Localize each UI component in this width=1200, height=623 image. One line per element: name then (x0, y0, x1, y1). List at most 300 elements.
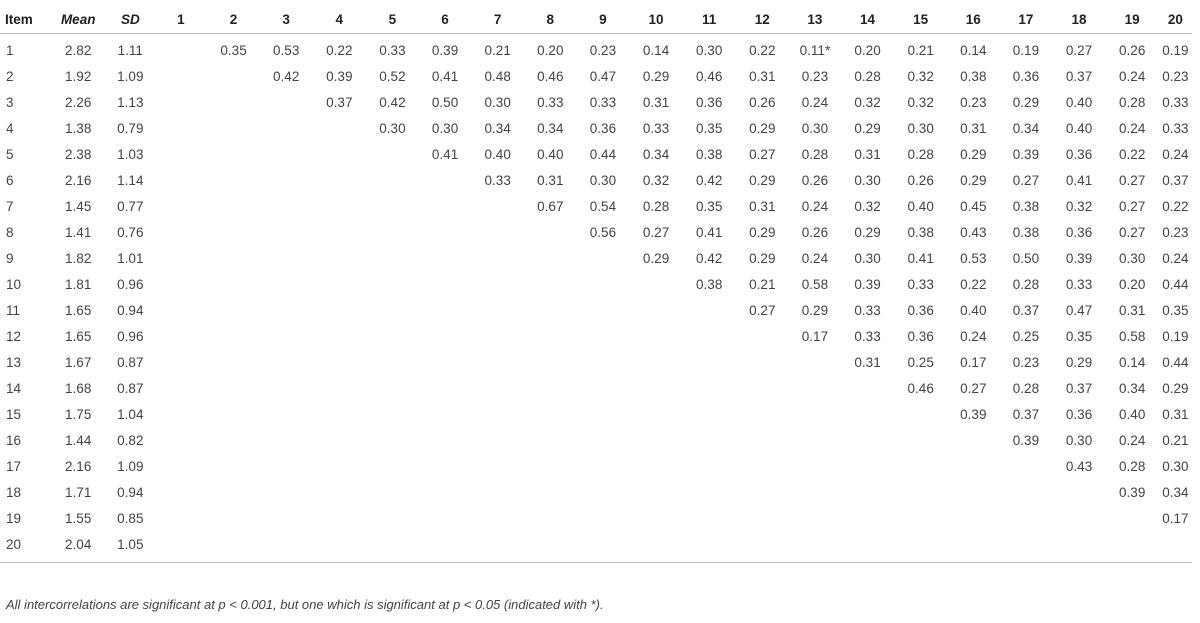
correlation-cell: 0.29 (1162, 381, 1189, 396)
correlation-cell (947, 428, 999, 454)
correlation-cell (524, 506, 576, 532)
correlation-cell: 0.28 (1119, 95, 1146, 110)
correlation-cell: 0.40 (537, 147, 564, 162)
column-header-item-15: 15 (894, 6, 947, 34)
correlation-cell: 0.52 (379, 69, 406, 84)
correlation-cell (736, 402, 789, 428)
correlation-cell: 0.34 (1012, 121, 1040, 136)
table-row (0, 194, 1192, 220)
correlation-cell: 0.29 (801, 303, 829, 318)
correlation-cell (471, 376, 524, 402)
column-header-item-9: 9 (576, 6, 629, 34)
column-header-item-14: 14 (841, 6, 894, 34)
correlation-cell (524, 246, 576, 272)
correlation-cell (208, 506, 260, 532)
correlation-cell: 0.31 (749, 199, 776, 214)
correlation-cell (576, 506, 629, 532)
correlation-cell: 0.32 (854, 95, 881, 110)
column-header-item-5: 5 (366, 6, 419, 34)
sd-cell: 0.76 (117, 225, 144, 240)
correlation-cell: 0.28 (642, 199, 670, 214)
correlation-cell (524, 298, 576, 324)
correlation-cell: 0.24 (1119, 121, 1146, 136)
correlation-cell: 0.37 (1162, 173, 1189, 188)
correlation-cell: 0.19 (1162, 43, 1189, 58)
correlation-cell (736, 324, 789, 350)
table-row (0, 220, 1192, 246)
correlation-cell (630, 506, 683, 532)
mean-cell: 1.38 (65, 121, 92, 136)
correlation-cell (154, 64, 207, 90)
correlation-cell: 0.39 (1012, 147, 1040, 162)
correlation-cell (999, 506, 1052, 532)
correlation-cell: 0.31 (749, 69, 776, 84)
correlation-cell: 0.29 (1065, 355, 1093, 370)
correlation-cell: 0.44 (1162, 355, 1189, 370)
column-header-item-2: 2 (208, 6, 260, 34)
correlation-cell (789, 480, 841, 506)
mean-cell: 2.04 (50, 532, 106, 563)
correlation-cell (419, 532, 471, 563)
correlation-cell (366, 168, 419, 194)
correlation-cell: 0.37 (1065, 69, 1093, 84)
correlation-cell: 0.26 (801, 173, 829, 188)
correlation-cell: 0.27 (642, 225, 670, 240)
correlation-cell: 0.40 (1065, 95, 1093, 110)
sd-cell: 0.82 (117, 433, 144, 448)
correlation-cell (630, 298, 683, 324)
correlation-cell (947, 480, 999, 506)
correlation-cell (524, 480, 576, 506)
correlation-cell: 0.22 (326, 43, 353, 58)
correlation-cell (313, 298, 366, 324)
correlation-cell (841, 428, 894, 454)
row-item-label: 3 (6, 95, 14, 110)
correlation-cell: 0.30 (907, 121, 934, 136)
correlation-cell: 0.38 (696, 277, 723, 292)
row-item-label: 14 (6, 381, 22, 396)
correlation-cell: 0.46 (907, 381, 934, 396)
correlation-cell (154, 272, 207, 298)
correlation-cell (154, 298, 207, 324)
row-item-label: 20 (0, 532, 50, 563)
correlation-cell (683, 454, 736, 480)
correlation-cell: 0.22 (1162, 199, 1189, 214)
correlation-cell (366, 246, 419, 272)
correlation-cell: 0.50 (1012, 251, 1040, 266)
correlation-cell (154, 168, 207, 194)
correlation-cell (683, 376, 736, 402)
correlation-cell (471, 402, 524, 428)
correlation-cell (576, 454, 629, 480)
column-header-item-11: 11 (683, 6, 736, 34)
correlation-cell (471, 428, 524, 454)
correlation-cell (576, 480, 629, 506)
correlation-cell: 0.30 (431, 121, 459, 136)
correlation-cell (630, 376, 683, 402)
correlation-cell: 0.53 (960, 251, 987, 266)
correlation-cell: 0.30 (1162, 459, 1189, 474)
correlation-cell (524, 272, 576, 298)
correlation-cell (260, 428, 313, 454)
correlation-cell (208, 64, 260, 90)
correlation-cell (366, 324, 419, 350)
table-row (0, 506, 1192, 532)
correlation-cell: 0.24 (801, 95, 829, 110)
sd-cell: 1.04 (117, 407, 144, 422)
correlation-cell (208, 142, 260, 168)
mean-cell: 1.65 (65, 303, 92, 318)
correlation-cell (894, 480, 947, 506)
row-item-label: 15 (6, 407, 22, 422)
mean-cell: 1.67 (65, 355, 92, 370)
correlation-cell (576, 298, 629, 324)
table-row (0, 402, 1192, 428)
correlation-cell (154, 506, 207, 532)
correlation-cell (524, 402, 576, 428)
correlation-cell (947, 506, 999, 532)
sd-cell: 0.87 (117, 381, 144, 396)
correlation-cell (208, 298, 260, 324)
correlation-cell: 0.23 (1012, 355, 1040, 370)
correlation-cell: 0.43 (1065, 459, 1093, 474)
correlation-cell: 0.33 (484, 173, 511, 188)
correlation-cell (260, 116, 313, 142)
correlation-cell: 0.38 (907, 225, 934, 240)
correlation-cell (366, 298, 419, 324)
correlation-cell: 0.27 (1119, 173, 1146, 188)
row-item-label: 1 (6, 43, 14, 58)
table-row (0, 350, 1192, 376)
table-row (0, 90, 1192, 116)
correlation-cell (313, 324, 366, 350)
correlation-cell (736, 350, 789, 376)
correlation-cell: 0.14 (642, 43, 670, 58)
correlation-cell (419, 246, 471, 272)
table-body (0, 34, 1192, 563)
row-item-label: 11 (6, 303, 21, 318)
correlation-cell: 0.41 (907, 251, 934, 266)
correlation-cell: 0.26 (1119, 43, 1146, 58)
correlation-cell (260, 480, 313, 506)
mean-cell: 2.26 (65, 95, 92, 110)
correlation-cell: 0.35 (220, 43, 247, 58)
correlation-cell: 0.44 (589, 147, 617, 162)
correlation-cell (576, 428, 629, 454)
correlation-cell: 0.36 (907, 303, 934, 318)
table-row (0, 480, 1192, 506)
correlation-cell (260, 324, 313, 350)
mean-cell: 1.68 (65, 381, 92, 396)
correlation-cell (894, 454, 947, 480)
correlation-cell: 0.29 (642, 69, 670, 84)
correlation-cell: 0.42 (379, 95, 406, 110)
column-header-item-8: 8 (524, 6, 576, 34)
correlation-cell (366, 376, 419, 402)
correlation-cell: 0.35 (1065, 329, 1093, 344)
correlation-cell: 0.34 (484, 121, 511, 136)
correlation-cell (471, 298, 524, 324)
correlation-cell (208, 168, 260, 194)
correlation-cell (1053, 532, 1106, 563)
correlation-cell (154, 350, 207, 376)
correlation-cell (524, 350, 576, 376)
correlation-cell: 0.23 (1162, 69, 1189, 84)
correlation-cell (208, 324, 260, 350)
correlation-cell (208, 194, 260, 220)
correlation-cell (471, 454, 524, 480)
correlation-cell (260, 90, 313, 116)
correlation-cell (471, 324, 524, 350)
correlation-cell (154, 34, 207, 65)
correlation-cell (894, 428, 947, 454)
correlation-cell: 0.31 (960, 121, 987, 136)
sd-cell: 1.01 (117, 251, 144, 266)
correlation-cell: 0.32 (907, 69, 934, 84)
correlation-cell (208, 454, 260, 480)
correlation-cell: 0.11* (799, 43, 831, 58)
correlation-cell (260, 402, 313, 428)
correlation-cell (154, 90, 207, 116)
correlation-cell (894, 532, 947, 563)
correlation-cell (260, 168, 313, 194)
sd-cell: 1.05 (106, 532, 154, 563)
correlation-cell: 0.39 (854, 277, 881, 292)
correlation-cell (630, 402, 683, 428)
correlation-cell: 0.35 (1162, 303, 1189, 318)
correlation-cell: 0.32 (1065, 199, 1093, 214)
row-item-label: 12 (6, 329, 22, 344)
correlation-cell: 0.20 (854, 43, 881, 58)
correlation-cell: 0.40 (960, 303, 987, 318)
column-header-item-17: 17 (999, 6, 1052, 34)
header-row (0, 6, 1192, 34)
column-header-item-4: 4 (313, 6, 366, 34)
correlation-cell: 0.33 (642, 121, 670, 136)
correlation-cell: 0.30 (484, 95, 511, 110)
row-item-label: 2 (6, 69, 14, 84)
correlation-cell: 0.45 (960, 199, 987, 214)
correlation-cell: 0.28 (854, 69, 881, 84)
sd-cell: 1.13 (117, 95, 144, 110)
correlation-table (0, 6, 1192, 563)
correlation-cell (366, 194, 419, 220)
correlation-cell: 0.27 (749, 303, 776, 318)
correlation-cell: 0.33 (589, 95, 617, 110)
correlation-cell: 0.31 (537, 173, 564, 188)
correlation-cell: 0.39 (326, 69, 353, 84)
correlation-cell (366, 506, 419, 532)
sd-cell: 0.94 (117, 303, 144, 318)
correlation-cell (947, 454, 999, 480)
correlation-cell (524, 428, 576, 454)
correlation-cell: 0.22 (1119, 147, 1146, 162)
correlation-cell (471, 506, 524, 532)
row-item-label: 17 (6, 459, 22, 474)
correlation-cell (999, 532, 1052, 563)
correlation-cell (419, 402, 471, 428)
correlation-cell (789, 506, 841, 532)
correlation-cell: 0.34 (642, 147, 670, 162)
correlation-cell (419, 506, 471, 532)
correlation-cell: 0.31 (1162, 407, 1189, 422)
correlation-cell (208, 220, 260, 246)
correlation-cell (736, 376, 789, 402)
row-item-label: 8 (6, 225, 14, 240)
correlation-cell (736, 428, 789, 454)
sd-cell: 0.96 (117, 277, 144, 292)
correlation-cell (154, 402, 207, 428)
correlation-cell (576, 532, 629, 563)
correlation-cell: 0.48 (484, 69, 511, 84)
correlation-cell (1106, 506, 1159, 532)
correlation-cell (313, 532, 366, 563)
correlation-cell (208, 480, 260, 506)
correlation-cell: 0.30 (854, 173, 881, 188)
correlation-cell (313, 428, 366, 454)
mean-cell: 1.45 (65, 199, 92, 214)
correlation-cell (683, 298, 736, 324)
mean-cell: 2.16 (65, 173, 92, 188)
mean-cell: 2.16 (65, 459, 92, 474)
correlation-cell: 0.39 (1065, 251, 1093, 266)
correlation-cell (366, 220, 419, 246)
correlation-cell: 0.31 (642, 95, 670, 110)
correlation-cell (419, 194, 471, 220)
correlation-cell (736, 532, 789, 563)
correlation-cell: 0.53 (273, 43, 300, 58)
correlation-cell: 0.28 (1012, 277, 1040, 292)
correlation-cell (1053, 506, 1106, 532)
correlation-cell: 0.21 (749, 277, 776, 292)
sd-cell: 0.79 (117, 121, 144, 136)
correlation-cell: 0.30 (379, 121, 406, 136)
correlation-cell: 0.40 (907, 199, 934, 214)
correlation-cell: 0.27 (960, 381, 987, 396)
correlation-cell (208, 90, 260, 116)
correlation-cell (471, 350, 524, 376)
correlation-cell: 0.32 (642, 173, 670, 188)
correlation-cell (789, 376, 841, 402)
correlation-cell: 0.19 (1162, 329, 1189, 344)
table-row (0, 454, 1192, 480)
correlation-cell (260, 532, 313, 563)
correlation-cell: 0.24 (960, 329, 987, 344)
correlation-cell (313, 454, 366, 480)
correlation-cell (841, 454, 894, 480)
correlation-cell: 0.24 (801, 251, 829, 266)
mean-cell: 1.71 (65, 485, 92, 500)
correlation-cell (366, 454, 419, 480)
correlation-cell: 0.39 (1012, 433, 1040, 448)
table-row (0, 64, 1192, 90)
correlation-cell (260, 506, 313, 532)
correlation-cell: 0.28 (907, 147, 934, 162)
correlation-cell (313, 506, 366, 532)
correlation-cell (260, 194, 313, 220)
correlation-cell (366, 142, 419, 168)
correlation-cell: 0.34 (1119, 381, 1146, 396)
correlation-cell: 0.39 (960, 407, 987, 422)
correlation-cell: 0.27 (1065, 43, 1093, 58)
correlation-cell: 0.28 (1119, 459, 1146, 474)
correlation-cell: 0.32 (907, 95, 934, 110)
correlation-cell (208, 532, 260, 563)
correlation-cell: 0.29 (960, 147, 987, 162)
correlation-cell (154, 324, 207, 350)
correlation-cell (419, 428, 471, 454)
correlation-cell: 0.28 (1012, 381, 1040, 396)
correlation-cell (366, 428, 419, 454)
correlation-cell: 0.22 (960, 277, 987, 292)
correlation-cell (630, 272, 683, 298)
table-row (0, 324, 1192, 350)
correlation-cell: 0.33 (537, 95, 564, 110)
correlation-cell (683, 506, 736, 532)
correlation-cell: 0.27 (1119, 199, 1146, 214)
row-item-label: 10 (6, 277, 22, 292)
sd-cell: 0.96 (117, 329, 144, 344)
correlation-cell: 0.28 (801, 147, 829, 162)
correlation-cell (630, 532, 683, 563)
row-item-label: 6 (6, 173, 14, 188)
correlation-cell: 0.33 (1162, 95, 1189, 110)
column-header-item-7: 7 (471, 6, 524, 34)
correlation-cell (313, 402, 366, 428)
correlation-cell: 0.39 (431, 43, 459, 58)
correlation-cell: 0.29 (854, 121, 881, 136)
correlation-cell (630, 324, 683, 350)
correlation-cell (154, 376, 207, 402)
correlation-cell: 0.34 (1162, 485, 1189, 500)
correlation-cell: 0.26 (801, 225, 829, 240)
correlation-cell (208, 116, 260, 142)
correlation-cell: 0.36 (1065, 147, 1093, 162)
correlation-cell (419, 298, 471, 324)
correlation-cell: 0.29 (749, 251, 776, 266)
correlation-cell (999, 480, 1052, 506)
correlation-cell: 0.36 (1065, 407, 1093, 422)
correlation-cell: 0.23 (589, 43, 617, 58)
correlation-cell (366, 272, 419, 298)
correlation-cell: 0.24 (1162, 251, 1189, 266)
table-row (0, 246, 1192, 272)
sd-cell: 0.87 (117, 355, 144, 370)
correlation-cell (630, 428, 683, 454)
correlation-cell: 0.39 (1119, 485, 1146, 500)
correlation-cell: 0.24 (1119, 69, 1146, 84)
correlation-cell: 0.44 (1162, 277, 1189, 292)
correlation-cell: 0.42 (696, 251, 723, 266)
table-row (0, 116, 1192, 142)
correlation-cell (154, 454, 207, 480)
correlation-cell (841, 480, 894, 506)
correlation-cell (683, 402, 736, 428)
correlation-cell (419, 376, 471, 402)
correlation-cell (999, 454, 1052, 480)
correlation-cell: 0.38 (1012, 199, 1040, 214)
correlation-cell: 0.17 (960, 355, 987, 370)
correlation-cell: 0.37 (1012, 407, 1040, 422)
correlation-cell: 0.33 (379, 43, 406, 58)
correlation-cell (736, 454, 789, 480)
correlation-cell: 0.29 (749, 225, 776, 240)
correlation-cell (154, 480, 207, 506)
correlation-cell: 0.38 (1012, 225, 1040, 240)
column-header-item: Item (0, 6, 50, 34)
correlation-cell (208, 272, 260, 298)
correlation-cell: 0.21 (907, 43, 934, 58)
